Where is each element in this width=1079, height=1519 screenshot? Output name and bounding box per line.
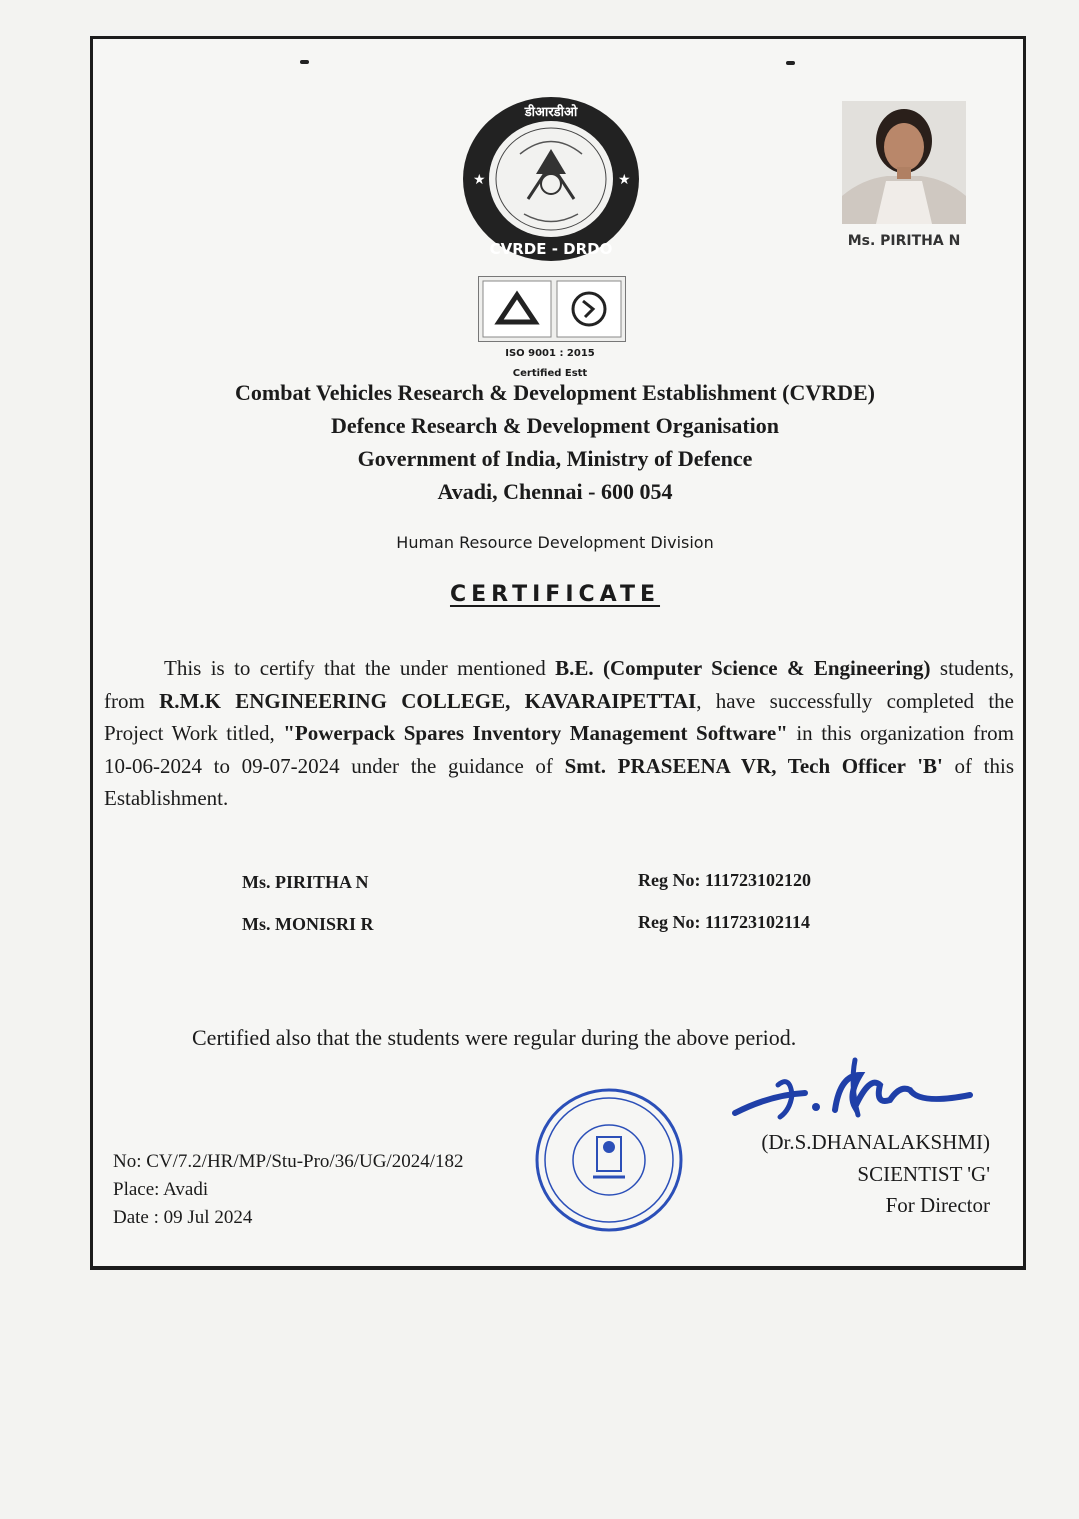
- body-text: of this Establishment.: [104, 753, 1014, 810]
- place: Place: Avadi: [113, 1179, 209, 1200]
- signatory-role: For Director: [885, 1193, 990, 1217]
- establishment-name: Combat Vehicles Research & Development Establishment (CVRDE): [235, 380, 875, 405]
- degree: B.E. (Computer Science & Engineering): [555, 656, 931, 680]
- signature: [730, 1055, 980, 1133]
- student-photo: [842, 101, 966, 224]
- certificate-title-text: CERTIFICATE: [449, 582, 661, 607]
- speck: [786, 61, 795, 65]
- body-text: in this organization from 10-06-2024 to 09-07-2024 under the guidance of: [104, 721, 1014, 778]
- reference-number: No: CV/7.2/HR/MP/Stu-Pro/36/UG/2024/182: [113, 1151, 464, 1172]
- certificate-title: [100, 582, 1010, 607]
- date: Date : 09 Jul 2024: [113, 1207, 253, 1228]
- guide-name: Smt. PRASEENA VR, Tech Officer 'B': [564, 753, 943, 778]
- emblem-upper-text: डीआरडीओ: [524, 105, 578, 120]
- ministry-stamp: [533, 1085, 685, 1235]
- svg-text:★: ★: [618, 172, 631, 188]
- body-text: , have successfully completed the Project Work titled,: [104, 688, 1015, 745]
- college-name: R.M.K ENGINEERING COLLEGE, KAVARAIPETTAI: [159, 688, 697, 713]
- attendance-statement: Certified also that the students were regular during the above period.: [192, 1025, 797, 1050]
- student-reg-no: Reg No: 111723102120: [638, 870, 811, 890]
- body-text: This is to certify that the under mentioned: [164, 656, 556, 680]
- organisation-name: Defence Research & Development Organisation: [330, 413, 780, 438]
- photo-caption: Ms. PIRITHA N: [847, 233, 961, 249]
- speck: [300, 60, 309, 64]
- iso-certified: Certified Estt: [512, 368, 588, 379]
- ministry-name: Government of India, Ministry of Defence: [357, 446, 753, 471]
- student-reg-no: Reg No: 111723102114: [638, 912, 811, 932]
- body-text: students, from: [104, 656, 1015, 713]
- project-title: "Powerpack Spares Inventory Management Software": [283, 721, 788, 745]
- iso-standard: ISO 9001 : 2015: [505, 348, 595, 359]
- division-name: Human Resource Development Division: [396, 533, 714, 552]
- student-name: Ms. MONISRI R: [242, 914, 374, 934]
- signatory-designation: SCIENTIST 'G': [857, 1162, 990, 1186]
- cvrde-drdo-emblem: [458, 94, 644, 264]
- svg-text:★: ★: [473, 172, 486, 188]
- iso-certification-badge: [478, 276, 626, 342]
- certificate-body: [104, 652, 1014, 815]
- student-name: Ms. PIRITHA N: [242, 872, 369, 892]
- address: Avadi, Chennai - 600 054: [437, 479, 673, 504]
- emblem-lower-text: CVRDE - DRDO: [489, 240, 613, 258]
- signatory-name: (Dr.S.DHANALAKSHMI): [761, 1130, 990, 1154]
